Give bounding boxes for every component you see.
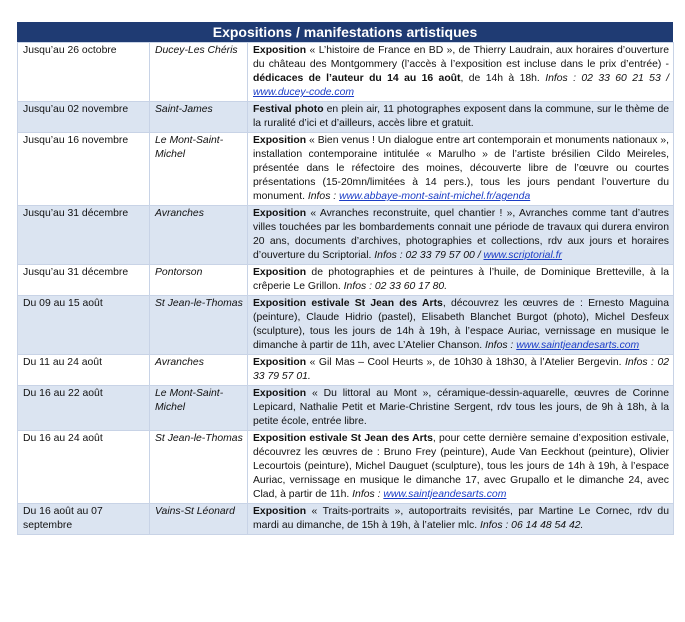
event-place: Avranches [150, 355, 248, 386]
event-place: Vains-St Léonard [150, 504, 248, 535]
event-place: Le Mont-Saint-Michel [150, 386, 248, 431]
event-link[interactable]: www.saintjeandesarts.com [516, 340, 640, 351]
event-place: St Jean-le-Thomas [150, 296, 248, 355]
event-row [18, 355, 674, 386]
event-description [248, 102, 674, 133]
event-date: Du 09 au 15 août [18, 296, 150, 355]
event-row [18, 431, 674, 504]
event-description [248, 43, 674, 102]
event-info: Infos : 02 33 60 21 53 / [545, 73, 669, 84]
event-text: , de 14h à 18h. [460, 73, 546, 84]
event-description [248, 265, 674, 296]
event-place: Avranches [150, 206, 248, 265]
event-date: Jusqu’au 31 décembre [18, 265, 150, 296]
event-description [248, 431, 674, 504]
event-info: Infos : 02 33 79 57 01. [253, 357, 669, 382]
events-table-body [18, 43, 674, 535]
event-text: en plein air, 11 photographes exposent dans la commune, sur le thème de la ruralité d’ici et d’ailleurs, accès libre et gratuit. [253, 104, 670, 129]
event-text: « Bien venus ! Un dialogue entre art contemporain et monuments nationaux », installation contemporaine intitulée « Marulho » de l’artiste brésilien Cildo Meireles, présentée dans le réfectoire des moines, découverte libre de l’œuvre ou courtes présentations (15-20mn/limitées à 14 pers.), tous les jours pendant l’ouverture du monument. [253, 135, 669, 202]
event-description [248, 504, 674, 535]
event-place: St Jean-le-Thomas [150, 431, 248, 504]
event-text: « L’histoire de France en BD », de Thierry Laudrain, aux horaires d’ouverture du château des Montgommery (l’accès à l’exposition est incluse dans le prix d’entrée) - [253, 45, 669, 70]
event-date: Jusqu’au 02 novembre [18, 102, 150, 133]
event-link[interactable]: www.scriptorial.fr [483, 250, 563, 261]
event-date: Jusqu’au 16 novembre [18, 133, 150, 206]
event-place: Saint-James [150, 102, 248, 133]
event-text: « Traits-portraits », autoportraits revisités, par Martine Le Cornec, rdv du mardi au dimanche, de 15h à 19h, à l’atelier mlc. [253, 506, 669, 531]
event-title-bold: Exposition [253, 135, 307, 146]
event-place: Pontorson [150, 265, 248, 296]
event-info: Infos : [352, 489, 384, 500]
event-row [18, 133, 674, 206]
event-date: Du 16 août au 07 septembre [18, 504, 150, 535]
event-title-bold: Exposition [253, 388, 307, 399]
event-link[interactable]: www.saintjeandesarts.com [383, 489, 507, 500]
event-date: Jusqu’au 31 décembre [18, 206, 150, 265]
event-text: , pour cette dernière semaine d’exposition estivale, découvrez les œuvres de : Bruno Frey (peinture), Aude Van Eeckhout (peinture), Olivier Lecourtois (peinture), Michel Dauguet (sculpture), tous les jours de 14h à 19h, à l’espace Auriac, vernissage en musique le dimanche 17, avec Grupallo et le dimanche 24, avec Clad, à partir de 11h. [253, 433, 670, 500]
event-date: Du 16 au 24 août [18, 431, 150, 504]
events-sheet [17, 22, 673, 535]
event-row [18, 386, 674, 431]
event-row [18, 265, 674, 296]
event-highlight-bold: dédicaces de l’auteur du 14 au 16 août [253, 73, 461, 84]
event-row [18, 206, 674, 265]
event-text: « Gil Mas – Cool Heurts », de 10h30 à 18h30, à l’Atelier Bergevin. [306, 357, 626, 368]
event-description [248, 386, 674, 431]
event-date: Du 16 au 22 août [18, 386, 150, 431]
event-description [248, 355, 674, 386]
event-info: Infos : [485, 340, 517, 351]
event-info: Infos : [307, 191, 340, 202]
event-title-bold: Exposition [253, 357, 307, 368]
event-description [248, 296, 674, 355]
section-title: Expositions / manifestations artistiques [17, 22, 673, 42]
event-info: Infos : 06 14 48 54 42. [480, 520, 584, 531]
events-table [17, 42, 674, 535]
event-text: , découvrez les œuvres de : Ernesto Maguina (peinture), Claude Hidrio (pastel), Elisabeth Blanchet Burgot (photo), Michel Desfeux (sculpture), tous les jours de 14h à 19h, à l’espace Auriac, vernissage en musique le dimanche à partir de 11h, avec L’Atelier Chanson. [253, 298, 669, 351]
event-text: de photographies et de peintures à l’huile, de Dominique Bretteville, à la crêperie Le Grillon. [253, 267, 669, 292]
event-text: « Du littoral au Mont », céramique-dessin-aquarelle, œuvres de Corinne Lepicard, Nathalie Petit et Marie-Christine Sergent, rdv tous les jours, de 9h à 18h, à la petite école, entrée libre. [253, 388, 669, 427]
event-title-bold: Exposition estivale St Jean des Arts [253, 433, 433, 444]
event-description [248, 133, 674, 206]
event-place: Le Mont-Saint-Michel [150, 133, 248, 206]
event-description [248, 206, 674, 265]
event-row [18, 102, 674, 133]
event-row [18, 43, 674, 102]
event-link[interactable]: www.abbaye-mont-saint-michel.fr/agenda [339, 191, 531, 202]
event-title-bold: Exposition [253, 267, 307, 278]
event-link[interactable]: www.ducey-code.com [253, 87, 355, 98]
event-row [18, 296, 674, 355]
event-title-bold: Exposition [253, 506, 307, 517]
event-date: Jusqu’au 26 octobre [18, 43, 150, 102]
event-text: « Avranches reconstruite, quel chantier ! », Avranches comme tant d’autres villes touchées par les bombardements connait une période de travaux qui durera environ 20 ans, documents d’archives, photographies et collections, rdv aux jours et horaires d’ouverture du Scriptorial. [253, 208, 669, 261]
event-date: Du 11 au 24 août [18, 355, 150, 386]
event-info: Infos : 02 33 79 57 00 / [374, 250, 484, 261]
event-info: Infos : 02 33 60 17 80. [343, 281, 448, 292]
event-row [18, 504, 674, 535]
event-title-bold: Exposition [253, 208, 307, 219]
event-title-bold: Exposition estivale St Jean des Arts [253, 298, 443, 309]
event-title-bold: Festival photo [253, 104, 324, 115]
event-place: Ducey-Les Chéris [150, 43, 248, 102]
event-title-bold: Exposition [253, 45, 307, 56]
